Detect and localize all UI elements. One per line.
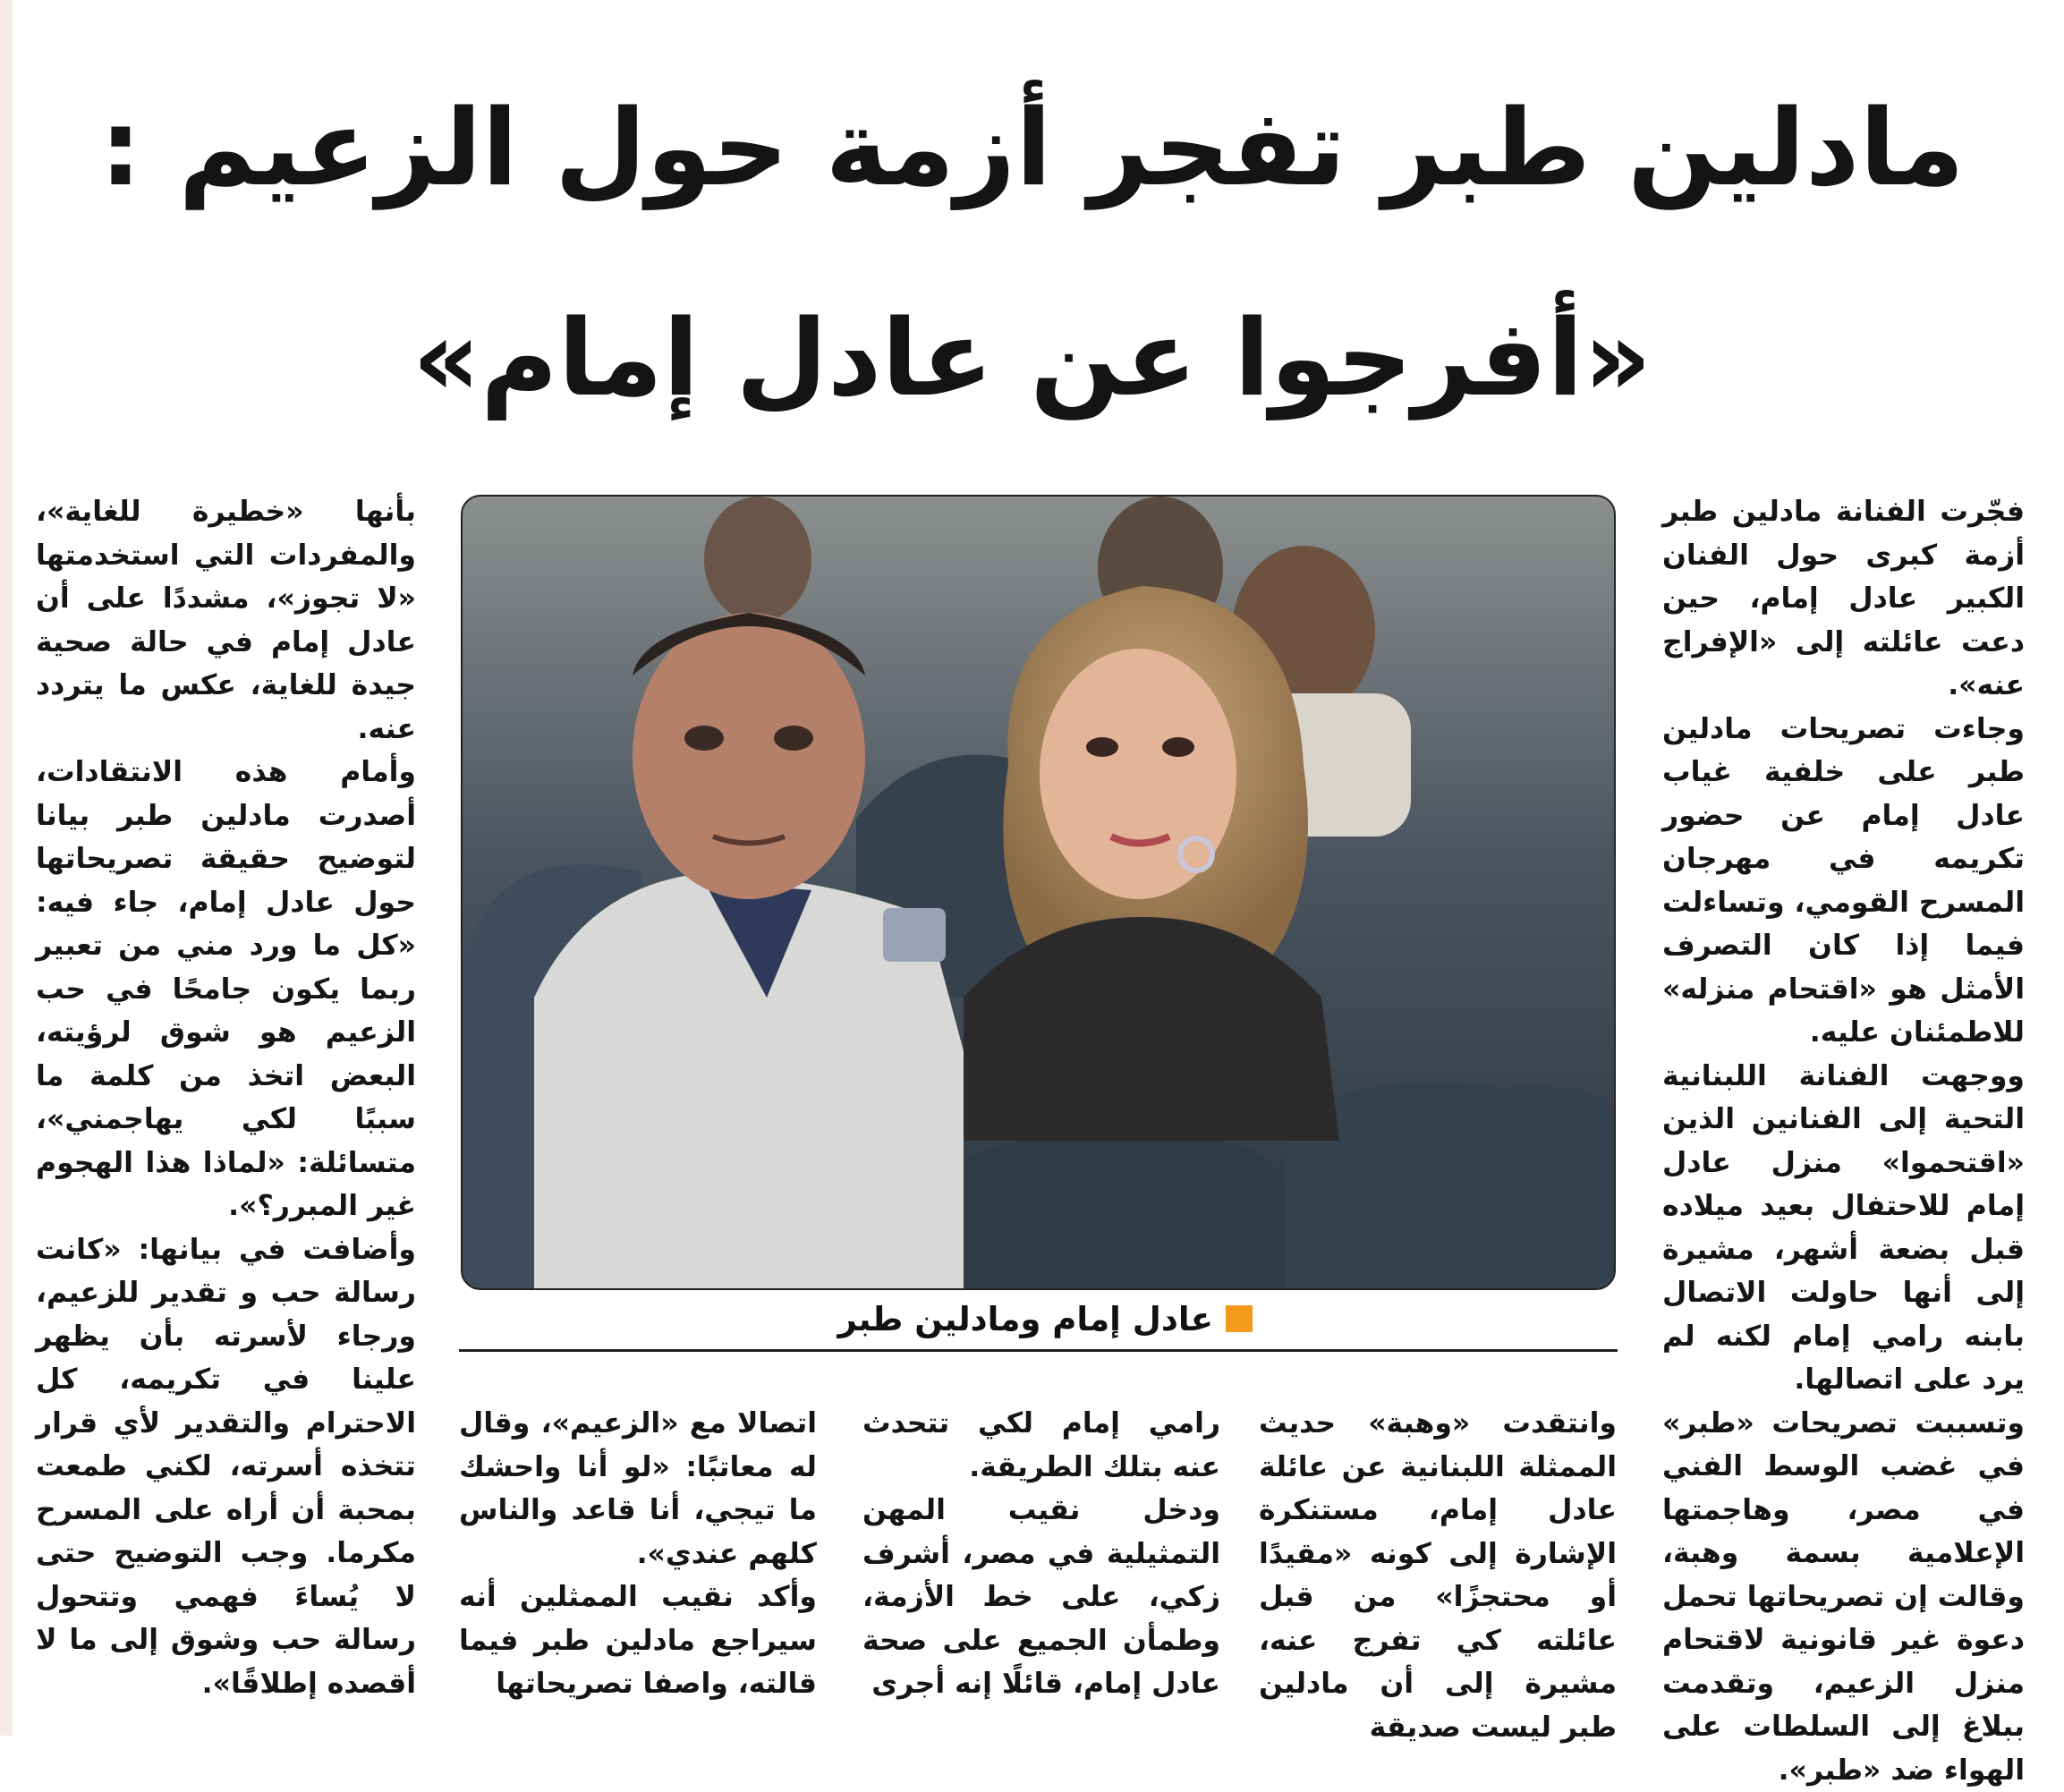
paragraph: وأضافت في بيانها: «كانت رسالة حب و تقدير للزعيم، ورجاء لأسرته بأن يظهر علينا في تكريمه، كل الاحترام والتقدير لأي قرار تتخذه أسرته، لكني طمعت بمحبة أن أراه على المسرح مكرما. وجب التوضيح حتى لا يُساءَ فهمي وتتحول رسالة حب وشوق إلى ما لا أقصده إطلاقًا». [36, 1228, 416, 1706]
paragraph: اتصالا مع «الزعيم»، وقال له معاتبًا: «لو أنا واحشك ما تيجي، أنا قاعد والناس كلهم عندي». [459, 1402, 817, 1575]
paragraph: رامي إمام لكي تتحدث عنه بتلك الطريقة. [862, 1402, 1220, 1489]
woman-face [1040, 649, 1236, 899]
article-column-bottom-1 [1259, 1402, 1617, 1749]
article-column-left [36, 490, 416, 1705]
background-person [704, 497, 811, 622]
paragraph: وأمام هذه الانتقادات، أصدرت مادلين طبر بيانا لتوضيح حقيقة تصريحاتها حول عادل إمام، جاء فيه: «كل ما ورد مني من تعبير ربما يكون جامحًا في حب الزعيم هو شوق لرؤيته، البعض اتخذ من كلمة ما سببًا لكي يهاجمني»، متسائلة: «لماذا هذا الهجوم غير المبرر؟». [36, 751, 416, 1228]
paragraph: وجاءت تصريحات مادلين طبر على خلفية غياب عادل إمام عن حضور تكريمه في مهرجان المسرح القومي، وتساءلت فيما إذا كان التصرف الأمثل هو «اقتحام منزله» للاطمئنان عليه. [1662, 708, 2025, 1055]
paragraph: وتسببت تصريحات «طبر» في غضب الوسط الفني في مصر، وهاجمتها الإعلامية بسمة وهبة، وقالت إن تصريحاتها تحمل دعوة غير قانونية لاقتحام منزل الزعيم، وتقدمت ببلاغ إلى السلطات على الهواء ضد «طبر». [1662, 1402, 2025, 1792]
article-column-right [1662, 490, 2025, 1792]
photo-caption [743, 1294, 1253, 1344]
paragraph: وانتقدت «وهبة» حديث الممثلة اللبنانية عن عائلة عادل إمام، مستنكرة الإشارة إلى كونه «مقيدًا أو محتجزًا» من قبل عائلته كي تفرج عنه، مشيرة إلى أن مادلين طبر ليست صديقة [1259, 1402, 1617, 1749]
headline-line-1: مادلين طبر تفجر أزمة حول الزعيم : [0, 85, 2064, 212]
caption-text: عادل إمام ومادلين طبر [837, 1300, 1213, 1338]
article-column-bottom-2 [862, 1402, 1220, 1706]
headline-line-2: «أفرجوا عن عادل إمام» [0, 295, 2064, 422]
seat [928, 1137, 1286, 1288]
man-face [633, 613, 865, 899]
photo-illustration [463, 497, 1614, 1288]
page-edge-strip [0, 0, 13, 1736]
paragraph: ووجهت الفنانة اللبنانية التحية إلى الفنانين الذين «اقتحموا» منزل عادل إمام للاحتفال بعيد ميلاده قبل بضعة أشهر، مشيرة إلى أنها حاولت الاتصال بابنه رامي إمام لكنه لم يرد على اتصالها. [1662, 1055, 2025, 1402]
caption-marker [1226, 1305, 1253, 1332]
paragraph: وأكد نقيب الممثلين أنه سيراجع مادلين طبر فيما قالته، واصفا تصريحاتها [459, 1575, 817, 1706]
paragraph: بأنها «خطيرة للغاية»، والمفردات التي استخدمتها «لا تجوز»، مشددًا على أن عادل إمام في حالة صحية جيدة للغاية، عكس ما يتردد عنه. [36, 490, 416, 751]
news-photo [461, 495, 1616, 1290]
paragraph: ودخل نقيب المهن التمثيلية في مصر، أشرف زكي، على خط الأزمة، وطمأن الجميع على صحة عادل إمام، قائلًا إنه أجرى [862, 1489, 1220, 1706]
caption-rule [459, 1349, 1618, 1352]
paragraph: فجّرت الفنانة مادلين طبر أزمة كبرى حول الفنان الكبير عادل إمام، حين دعت عائلته إلى «الإفراج عنه». [1662, 490, 2025, 708]
article-column-bottom-3 [459, 1402, 817, 1706]
